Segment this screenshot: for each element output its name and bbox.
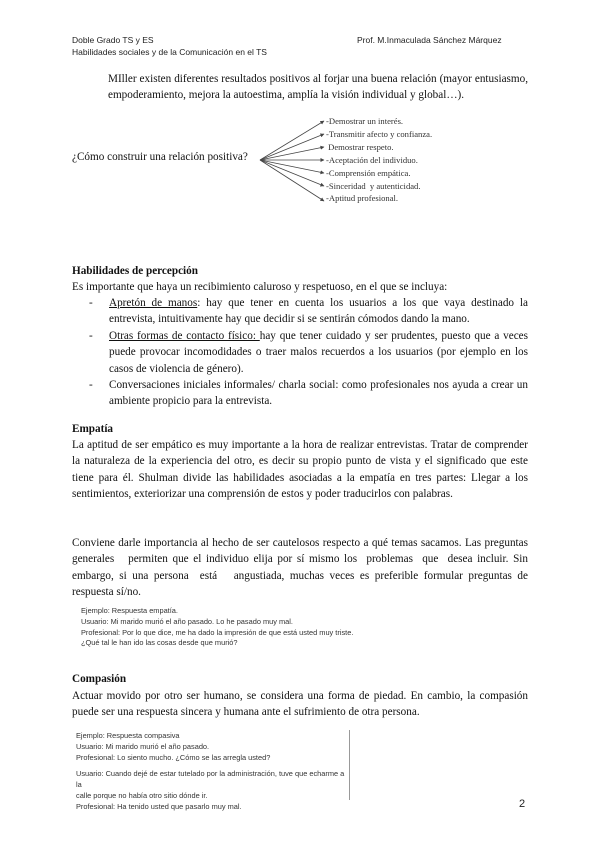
diagram-question: ¿Cómo construir una relación positiva? [72,151,248,163]
example-line: Ejemplo: Respuesta compasiva [76,731,180,740]
compassion-paragraph: Actuar movido por otro ser humano, se considera una forma de piedad. En cambio, la compasión puede ser una respuesta sincera y humana ante el sufrimiento de otra persona. [72,690,528,719]
branch-item: -Aceptación del individuo. [326,154,418,165]
compassion-title: Compasión [72,673,127,685]
branch-item: Demostrar respeto. [326,141,394,152]
empathy-title: Empatía [72,423,114,435]
arrow-2 [260,134,324,160]
intro-paragraph: MIller existen diferentes resultados positivos al forjar una buena relación (mayor entusiasmo, empoderamiento, mejora la autoestima, amplía la visión individual y global…). [108,73,528,102]
page-number: 2 [519,798,526,810]
example-line: Usuario: Mi marido murió el año pasado. [76,741,210,751]
header-subject: Habilidades sociales y de la Comunicación en el TS [72,47,267,57]
item-term: Apretón de manos [109,297,198,309]
empathy-example [81,606,501,649]
example-line: Profesional: Ha tenido usted que pasarlo muy mal. [76,801,242,811]
example-line: ¿Qué tal le han ido las cosas desde que murió? [81,638,238,648]
branch-item: -Sinceridad y autenticidad. [326,180,421,191]
arrow-6 [260,160,324,186]
item-text: hay que tener cuidado y ser prudentes, puesto que a veces puede provocar incomodidades o traer malos recuerdos a los usuarios (por ejemplo en los casos de violencia de género). [109,329,528,375]
example-line: Profesional: Lo siento mucho. ¿Cómo se las arregla usted? [76,752,271,762]
header-course: Doble Grado TS y ES [72,35,154,45]
branch-item: -Demostrar un interés. [326,116,404,126]
branch-item: -Aptitud profesional. [326,193,399,204]
item-term: Otras formas de contacto físico: [109,329,260,342]
example-line: Profesional: Por lo que dice, me ha dado la impresión de que está usted muy triste. [81,627,354,637]
perception-intro: Es importante que haya un recibimiento caluroso y respetuoso, en el que se incluya: [72,281,448,293]
item-text: : hay que tener en cuenta los usuarios a los que vaya destinado la entrevista, intuitivamente hay que decidir si se sentirán cómodos dando la mano. [109,297,528,326]
example-line: Usuario: Mi marido murió el año pasado. Lo he pasado muy mal. [81,616,293,626]
arrow-3 [260,147,324,160]
branch-item: -Comprensión empática. [326,167,411,178]
example-line: calle porque no había otro sitio dónde ir. [76,790,208,800]
arrow-1 [260,121,324,160]
example-block-1 [72,730,349,763]
diagram-branches [326,115,432,205]
diagram-arrows [258,115,330,210]
empathy-paragraph-2: Conviene darle importancia al hecho de ser cautelosos respecto a qué temas sacamos. Las preguntas generales permiten que el individuo elija por sí mismo los problemas que desea incluir. Sin embargo, si una persona está angustiada, muchas veces es preferible formular preguntas de respuesta sí/no. [72,537,531,599]
branch-item: -Transmitir afecto y confianza. [326,128,433,139]
header-professor: Prof. M.Inmaculada Sánchez Márquez [357,35,502,45]
item-text: Conversaciones iniciales informales/ charla social: como profesionales nos ayuda a crear un ambiente propicio para la entrevista. [109,379,528,408]
compassion-example-box [72,730,350,811]
perception-title: Habilidades de percepción [72,265,198,277]
list-item: - Conversaciones iniciales informales/ charla social: como profesionales nos ayuda a crear un ambiente propicio para la entrevista. [89,379,528,408]
example-line: Ejemplo: Respuesta empatía. [81,606,178,615]
example-block-2 [72,763,349,812]
empathy-paragraph-1: La aptitud de ser empático es muy importante a la hora de realizar entrevistas. Tratar de comprender la naturaleza de la experiencia del otro, es decir su propio punto de vista y el significado que este tiene para él. Shulman divide las habilidades asociadas a la empatía en tres partes: Llegar a los sentimientos, exteriorizar una comprensión de estos y poder traducirlos con palabras. [72,439,528,501]
perception-list [89,295,528,410]
list-item: - Otras formas de contacto físico: hay que tener cuidado y ser prudentes, puesto que a veces puede provocar incomodidades o traer malos recuerdos a los usuarios (por ejemplo en los casos de violencia de género). [89,329,528,375]
example-line: Usuario: Cuando dejé de estar tutelado por la administración, tuve que echarme a la [76,769,345,790]
list-item: - Apretón de manos: hay que tener en cuenta los usuarios a los que vaya destinado la entrevista, intuitivamente hay que decidir si se sentirán cómodos dando la mano. [89,297,528,326]
